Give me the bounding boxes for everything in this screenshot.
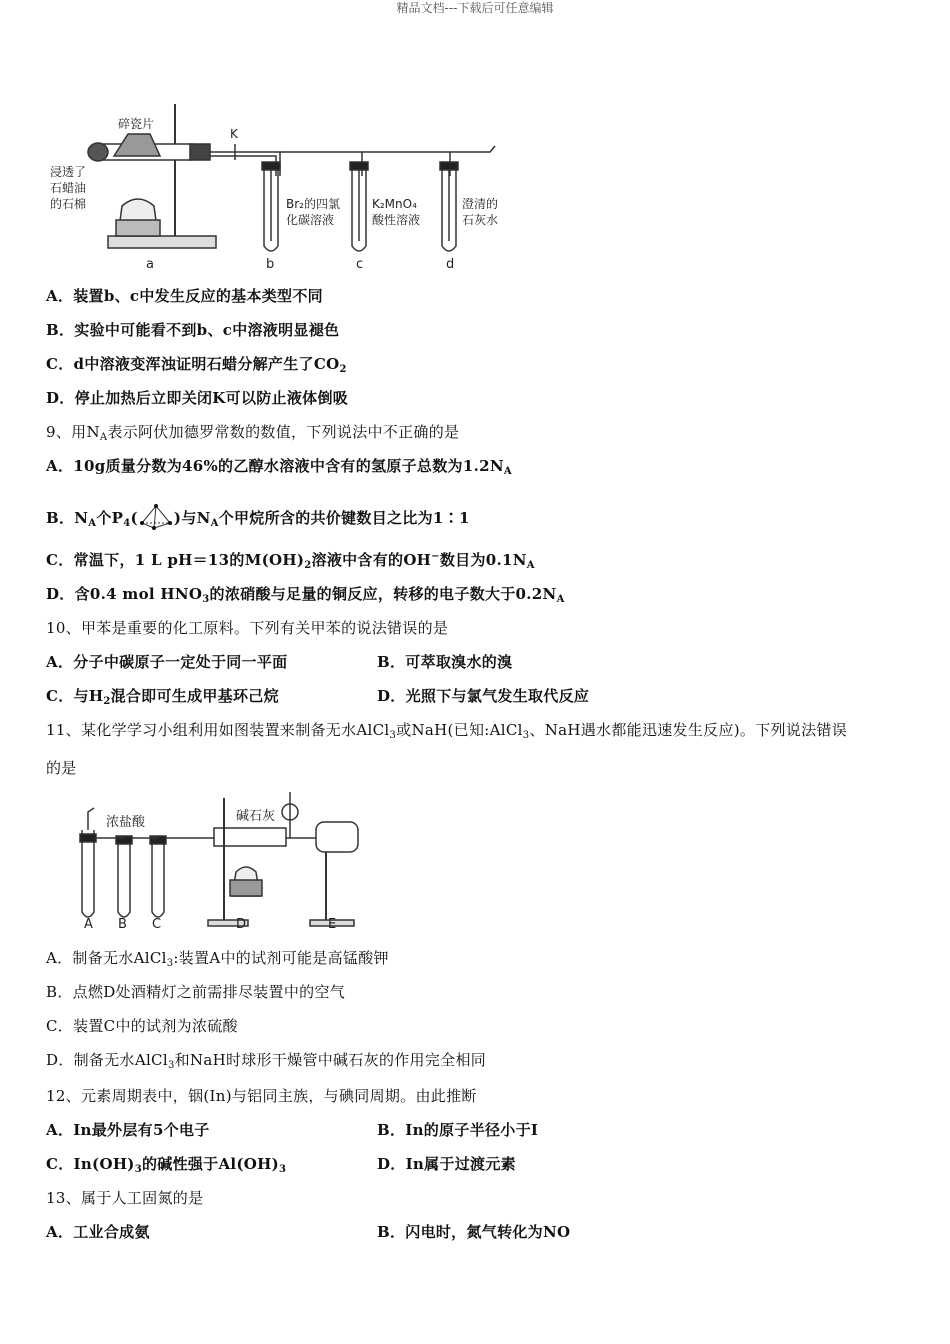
q11-stem-line1: 11、某化学学习小组利用如图装置来制备无水AlCl$_3$或NaH(已知:AlCl$_3$、NaH遇水都能迅速发生反应)。下列说法错误 xyxy=(46,721,848,741)
letter-d: d xyxy=(446,257,455,272)
q11-option-d: D．制备无水AlCl$_3$和NaH时球形干燥管中碱石灰的作用完全相同 xyxy=(46,1051,487,1071)
label-cotton-2: 石蜡油 xyxy=(50,181,87,195)
letter-C: C xyxy=(152,917,162,932)
label-d-2: 石灰水 xyxy=(462,213,499,227)
label-conc-hcl: 浓盐酸 xyxy=(106,815,146,830)
q9-option-b: B．$N_A$个$P_4$( )与$N_A$个甲烷所含的共价键数目之比为1∶1 xyxy=(46,503,470,531)
q9-option-a: A．10g质量分数为46%的乙醇水溶液中含有的氢原子总数为$1.2N_A$ xyxy=(46,457,512,477)
p4-tetrahedron-icon xyxy=(138,503,174,531)
q12-options-row1: A．In最外层有5个电子 B．In的原子半径小于I xyxy=(46,1121,539,1139)
q12-stem: 12、元素周期表中，铟(In)与铝同主族，与碘同周期。由此推断 xyxy=(46,1087,477,1105)
cracking-apparatus-figure xyxy=(50,96,510,272)
label-tiles: 碎瓷片 xyxy=(118,117,155,131)
label-soda-lime: 碱石灰 xyxy=(236,809,276,824)
label-cotton-1: 浸透了 xyxy=(50,165,87,179)
q11-option-c: C．装置C中的试剂为浓硫酸 xyxy=(46,1017,238,1035)
label-c-1: K₂MnO₄ xyxy=(372,197,417,211)
page-header: 精品文档---下载后可任意编辑 xyxy=(396,1,554,15)
label-k: K xyxy=(230,127,238,141)
alcl3-apparatus-figure xyxy=(76,784,366,932)
q12-options-row2: C．$In(OH)_3$的碱性强于$Al(OH)_3$ D．In属于过渡元素 xyxy=(46,1155,516,1175)
label-b-1: Br₂的四氯 xyxy=(286,197,340,211)
q8-option-c: C．d中溶液变浑浊证明石蜡分解产生了$CO_2$ xyxy=(46,355,347,375)
q8-option-d: D．停止加热后立即关闭K可以防止液体倒吸 xyxy=(46,389,349,407)
q10-options-row2: C．与$H_2$混合即可生成甲基环己烷 D．光照下与氯气发生取代反应 xyxy=(46,687,590,707)
label-b-2: 化碳溶液 xyxy=(286,213,335,227)
q13-stem: 13、属于人工固氮的是 xyxy=(46,1189,204,1207)
q11-stem-line2: 的是 xyxy=(46,759,77,777)
q9-option-c: C．常温下，1 L pH＝13的$M(OH)_2$溶液中含有的OH−数目为$0.1N_A$ xyxy=(46,551,535,571)
q8-option-a: A．装置b、c中发生反应的基本类型不同 xyxy=(46,287,323,305)
letter-A: A xyxy=(84,917,93,932)
label-c-2: 酸性溶液 xyxy=(372,213,421,227)
q13-options-row1: A．工业合成氨 B．闪电时，氮气转化为NO xyxy=(46,1223,571,1241)
letter-b: b xyxy=(266,257,275,272)
letter-a: a xyxy=(146,257,154,272)
label-d-1: 澄清的 xyxy=(462,197,499,211)
letter-B: B xyxy=(118,917,127,932)
letter-c: c xyxy=(356,257,364,272)
q10-options-row1: A．分子中碳原子一定处于同一平面 B．可萃取溴水的溴 xyxy=(46,653,513,671)
q9-stem: 9、用$N_A$表示阿伏加德罗常数的数值，下列说法中不正确的是 xyxy=(46,423,460,443)
q11-option-a: A．制备无水AlCl$_3$:装置A中的试剂可能是高锰酸钾 xyxy=(46,949,389,969)
q10-stem: 10、甲苯是重要的化工原料。下列有关甲苯的说法错误的是 xyxy=(46,619,449,637)
label-cotton-3: 的石棉 xyxy=(50,197,87,211)
q8-option-b: B．实验中可能看不到b、c中溶液明显褪色 xyxy=(46,321,340,339)
q11-option-b: B．点燃D处酒精灯之前需排尽装置中的空气 xyxy=(46,983,346,1001)
q9-option-d: D．含0.4 mol $HNO_3$的浓硝酸与足量的铜反应，转移的电子数大于$0.2N_A$ xyxy=(46,585,565,605)
letter-E: E xyxy=(328,917,337,932)
letter-D: D xyxy=(236,917,247,932)
